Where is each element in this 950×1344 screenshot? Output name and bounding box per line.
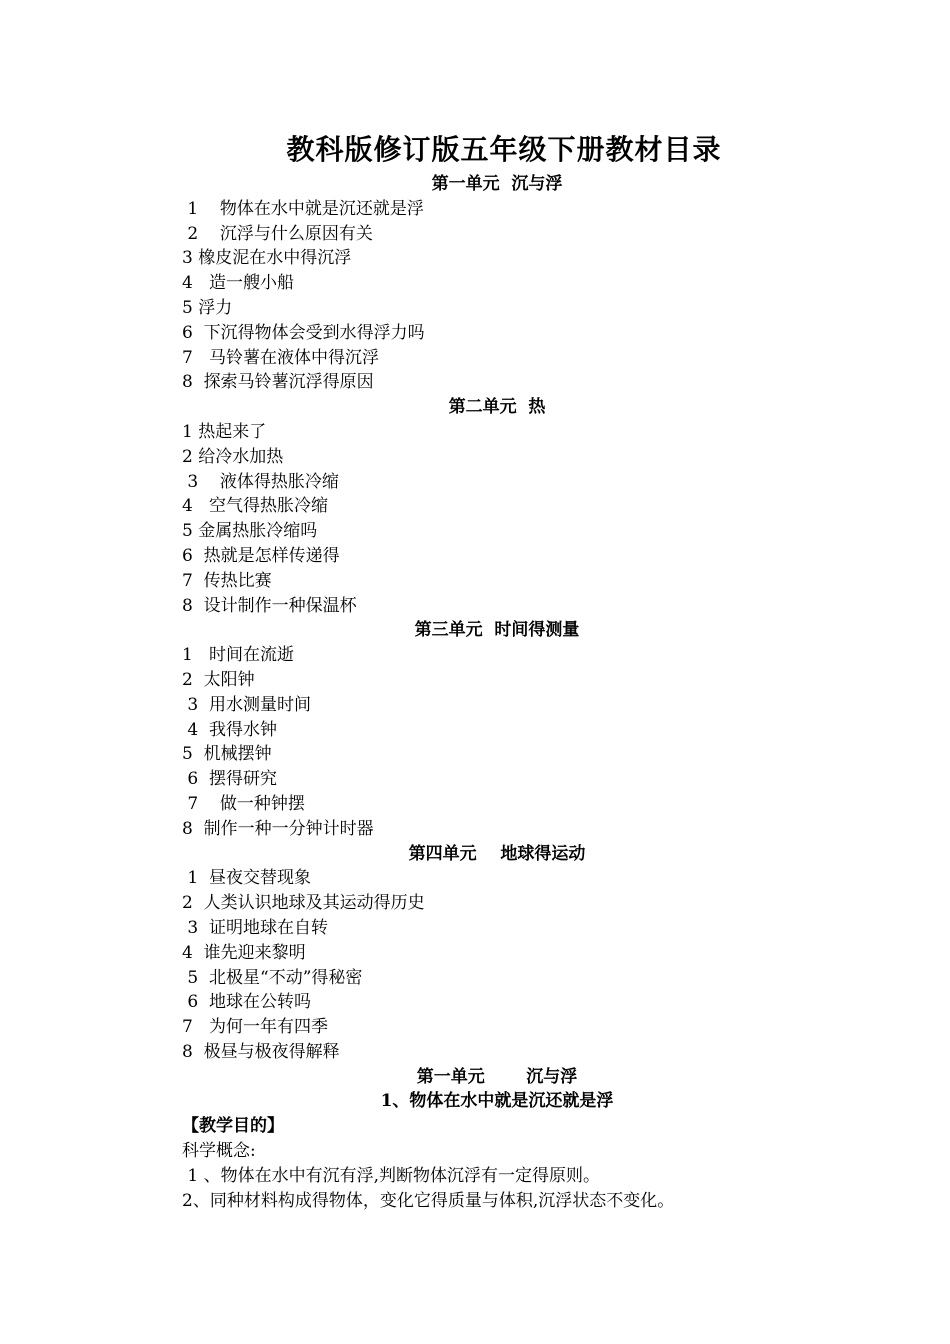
- toc-entry: 5 北极星“不动”得秘密: [182, 967, 363, 988]
- unit-2: [182, 395, 812, 618]
- toc-entry: 2 给冷水加热: [182, 446, 284, 467]
- toc-entry: 7 马铃薯在液体中得沉浮: [182, 347, 380, 368]
- toc-entry: 3 液体得热胀冷缩: [182, 471, 339, 492]
- document-content: [182, 128, 812, 1213]
- unit-heading: 第一单元 沉与浮: [431, 174, 563, 194]
- toc-entry: 2 沉浮与什么原因有关: [182, 223, 373, 244]
- toc-entry: 5 金属热胀冷缩吗: [182, 521, 318, 542]
- unit-heading: 第四单元 地球得运动: [408, 843, 586, 864]
- objective-label: 【教学目的】: [182, 1116, 284, 1137]
- concept-point: 1 、物体在水中有沉有浮,判断物体沉浮有一定得原则。: [182, 1165, 601, 1186]
- document-title: 教科版修订版五年级下册教材目录: [286, 133, 722, 166]
- toc-entry: 7 传热比赛: [182, 570, 272, 591]
- unit-3: [182, 618, 812, 841]
- toc-entry: 3 证明地球在自转: [182, 917, 329, 938]
- lesson-unit-heading: 第一单元 沉与浮: [416, 1066, 578, 1087]
- toc-entry: 6 热就是怎样传递得: [182, 545, 340, 566]
- toc-entry: 5 机械摆钟: [182, 744, 272, 765]
- toc-entry: 1 物体在水中就是沉还就是浮: [182, 198, 424, 219]
- toc-entry: 8 极昼与极夜得解释: [182, 1041, 340, 1062]
- toc-entry: 4 我得水钟: [182, 719, 278, 740]
- lesson-title: 1、物体在水中就是沉还就是浮: [380, 1091, 614, 1112]
- toc-entry: 1 昼夜交替现象: [182, 868, 312, 889]
- toc-entry: 3 橡皮泥在水中得沉浮: [182, 248, 352, 269]
- toc-entry: 2 人类认识地球及其运动得历史: [182, 893, 425, 914]
- unit-heading: 第二单元 热: [448, 397, 546, 418]
- concept-point: 2、同种材料构成得物体，变化它得质量与体积,沉浮状态不变化。: [182, 1190, 675, 1211]
- unit-heading: 第三单元 时间得测量: [414, 620, 580, 641]
- toc-entry: 3 用水测量时间: [182, 694, 312, 715]
- toc-entry: 1 时间在流逝: [182, 645, 295, 666]
- toc-entry: 7 为何一年有四季: [182, 1017, 329, 1038]
- lesson-section: [182, 1065, 812, 1214]
- toc-entry: 7 做一种钟摆: [182, 793, 305, 814]
- toc-entry: 2 太阳钟: [182, 669, 255, 690]
- toc-entry: 1 热起来了: [182, 421, 267, 442]
- toc-entry: 5 浮力: [182, 297, 233, 318]
- toc-entry: 6 地球在公转吗: [182, 992, 312, 1013]
- toc-entry: 8 探索马铃薯沉浮得原因: [182, 372, 374, 393]
- toc-entry: 4 谁先迎来黎明: [182, 942, 306, 963]
- toc-entry: 4 空气得热胀冷缩: [182, 496, 329, 517]
- unit-4: [182, 842, 812, 1065]
- unit-1: [182, 172, 812, 395]
- toc-entry: 6 摆得研究: [182, 769, 278, 790]
- toc-entry: 8 设计制作一种保温杯: [182, 595, 357, 616]
- concept-label: 科学概念:: [182, 1141, 256, 1162]
- toc-entry: 4 造一艘小船: [182, 273, 295, 294]
- toc-entry: 8 制作一种一分钟计时器: [182, 818, 374, 839]
- toc-entry: 6 下沉得物体会受到水得浮力吗: [182, 322, 425, 343]
